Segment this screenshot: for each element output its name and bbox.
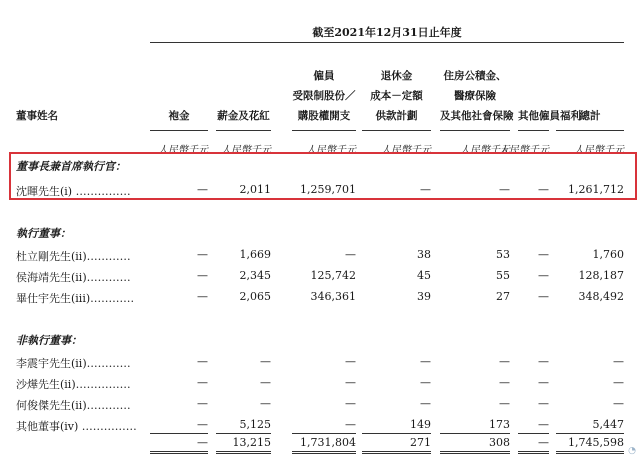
cell-total: — [613, 355, 624, 368]
header-underline [518, 130, 549, 131]
header-underline [150, 130, 208, 131]
unit-label: 人民幣千元 [158, 145, 208, 156]
header-underline [362, 130, 431, 131]
column-header-line: 醫療保險 [454, 90, 496, 102]
cell-housing: — [499, 183, 510, 196]
header-underline [556, 130, 624, 131]
section-title: 董事長兼首席執行官： [16, 160, 126, 173]
subtotal-rule [362, 433, 431, 434]
unit-label: 人民幣千元 [499, 145, 549, 156]
cell-salary: 5,125 [239, 418, 271, 431]
column-header-line: 袍金 [168, 110, 190, 122]
cell-share: — [345, 248, 356, 261]
cell-fee: — [197, 418, 208, 431]
cell-fee: — [197, 376, 208, 389]
unit-label: 人民幣千元 [574, 145, 624, 156]
cell-pension: 45 [417, 269, 431, 282]
cell-total: — [613, 397, 624, 410]
subtotal-rule [292, 433, 356, 434]
cell-total: 1,745,598 [568, 436, 624, 449]
row-name: 杜立剛先生(ii)………… [16, 250, 131, 263]
cell-share: 1,731,804 [300, 436, 356, 449]
column-header-salary [216, 106, 271, 126]
column-header-line: 住房公積金、 [443, 70, 507, 82]
subtotal-rule [518, 433, 549, 434]
cell-salary: — [260, 376, 271, 389]
column-header-line: 及其他社會保險 [440, 110, 514, 122]
subtotal-rule [556, 433, 624, 434]
period-underline [150, 42, 624, 43]
subtotal-rule [440, 433, 510, 434]
column-header-line: 購股權開支 [297, 110, 351, 122]
header-underline [440, 130, 510, 131]
cell-fee: — [197, 290, 208, 303]
cell-pension: 39 [417, 290, 431, 303]
column-header-other [518, 106, 581, 126]
cell-salary: 2,011 [239, 183, 271, 196]
total-double-rule [440, 451, 510, 454]
column-header-line: 僱員 [313, 70, 335, 82]
section-title: 非執行董事： [16, 334, 82, 347]
cell-total: 1,261,712 [568, 183, 624, 196]
row-name: 畢仕宇先生(iii)………… [16, 292, 135, 305]
unit-label: 人民幣千元 [381, 145, 431, 156]
column-header-fee [150, 106, 208, 126]
column-header-housing [440, 66, 514, 126]
unit-label: 人民幣千元 [460, 145, 510, 156]
cell-other: — [538, 183, 549, 196]
row-name: 沙燁先生(ii)…………… [16, 378, 131, 391]
cell-salary: — [260, 397, 271, 410]
cell-housing: 55 [496, 269, 510, 282]
cell-pension: 38 [417, 248, 431, 261]
cell-fee: — [197, 355, 208, 368]
cell-other: — [538, 269, 549, 282]
cell-housing: — [499, 355, 510, 368]
row-name: 何俊傑先生(ii)………… [16, 399, 131, 412]
total-double-rule [150, 451, 208, 454]
cell-salary: 13,215 [232, 436, 271, 449]
row-name: 李震宇先生(ii)………… [16, 357, 131, 370]
cell-pension: 149 [410, 418, 431, 431]
cell-total: 5,447 [592, 418, 624, 431]
column-header-total [556, 106, 624, 126]
cell-other: — [538, 418, 549, 431]
row-name: 侯海靖先生(ii)………… [16, 271, 131, 284]
header-underline [216, 130, 271, 131]
cell-other: — [538, 376, 549, 389]
cell-salary: 2,065 [239, 290, 271, 303]
cell-housing: — [499, 397, 510, 410]
cell-pension: — [420, 397, 431, 410]
section-title: 執行董事： [16, 227, 71, 240]
cell-total: — [613, 376, 624, 389]
column-header-line: 其他僱員福利 [518, 110, 581, 122]
column-header-name: 董事姓名 [16, 110, 58, 122]
column-header-line: 薪金及花紅 [217, 110, 270, 122]
cell-housing: 173 [489, 418, 510, 431]
cell-other: — [538, 397, 549, 410]
cell-share: 346,361 [310, 290, 356, 303]
total-double-rule [216, 451, 271, 454]
cell-salary: 1,669 [239, 248, 271, 261]
cell-share: — [345, 376, 356, 389]
column-header-line: 供款計劃 [375, 110, 418, 122]
total-double-rule [362, 451, 431, 454]
total-double-rule [556, 451, 624, 454]
subtotal-rule [150, 433, 208, 434]
cell-total: 1,760 [592, 248, 624, 261]
column-header-line: 成本－定額 [370, 90, 423, 102]
cell-share: — [345, 355, 356, 368]
cell-other: — [538, 436, 549, 449]
cell-salary: — [260, 355, 271, 368]
cell-pension: — [420, 355, 431, 368]
cell-share: 1,259,701 [300, 183, 356, 196]
cell-pension: — [420, 376, 431, 389]
column-header-share [292, 66, 356, 126]
row-name: 沈暉先生(i) …………… [16, 185, 131, 198]
cell-other: — [538, 248, 549, 261]
total-double-rule [518, 451, 549, 454]
cell-share: — [345, 418, 356, 431]
period-header: 截至2021年12月31日止年度 [312, 26, 462, 39]
column-header-line: 總計 [579, 110, 601, 122]
cell-other: — [538, 355, 549, 368]
cell-fee: — [197, 269, 208, 282]
cell-other: — [538, 290, 549, 303]
cell-fee: — [197, 248, 208, 261]
header-underline [292, 130, 356, 131]
cell-housing: — [499, 376, 510, 389]
cell-housing: 308 [489, 436, 510, 449]
cell-fee: — [197, 436, 208, 449]
cell-housing: 53 [496, 248, 510, 261]
column-header-line: 退休金 [380, 70, 413, 82]
column-header-line: 受限制股份／ [292, 90, 356, 102]
watermark-icon: ◔ [628, 446, 636, 456]
total-double-rule [292, 451, 356, 454]
cell-fee: — [197, 183, 208, 196]
cell-housing: 27 [496, 290, 510, 303]
cell-total: 128,187 [578, 269, 624, 282]
cell-share: 125,742 [310, 269, 356, 282]
row-name: 其他董事(iv) …………… [16, 420, 137, 433]
unit-label: 人民幣千元 [221, 145, 271, 156]
cell-pension: — [420, 183, 431, 196]
cell-share: — [345, 397, 356, 410]
unit-label: 人民幣千元 [306, 145, 356, 156]
column-header-pension [362, 66, 431, 126]
cell-pension: 271 [410, 436, 431, 449]
cell-total: 348,492 [578, 290, 624, 303]
cell-fee: — [197, 397, 208, 410]
cell-salary: 2,345 [239, 269, 271, 282]
subtotal-rule [216, 433, 271, 434]
